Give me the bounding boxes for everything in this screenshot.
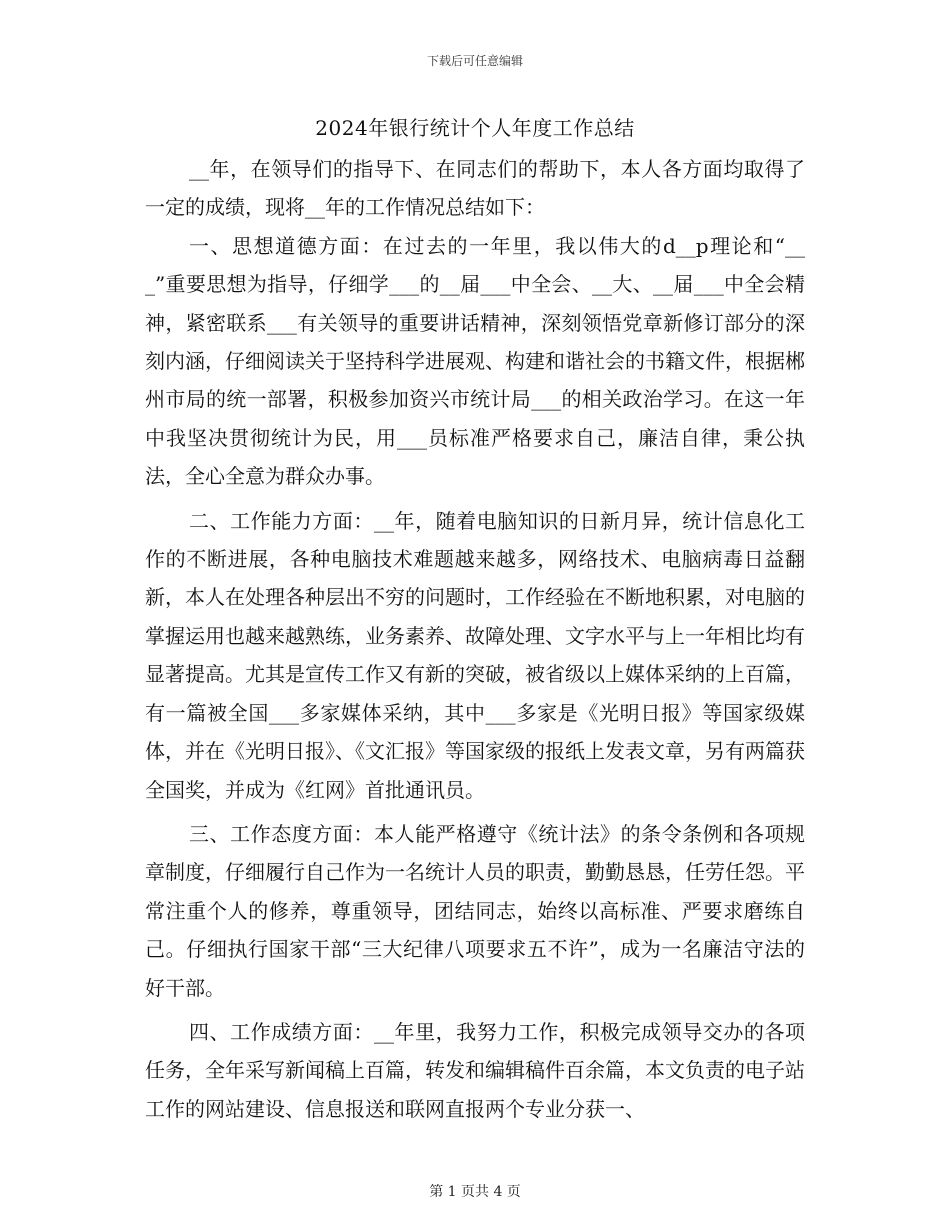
paragraph-intro: __年，在领导们的指导下、在同志们的帮助下，本人各方面均取得了一定的成绩，现将__年的工作情况总结如下：: [145, 157, 805, 220]
document-title: 2024年银行统计个人年度工作总结: [315, 116, 635, 140]
page-header-note: 下载后可任意编辑: [426, 54, 523, 68]
paragraph-achievements: 四、工作成绩方面：__年里，我努力工作，积极完成领导交办的各项任务，全年采写新闻稿上百篇，转发和编辑稿件百余篇，本文负责的电子站工作的网站建设、信息报送和联网直报两个专业分获一、: [145, 1019, 805, 1121]
paragraph-ability: 二、工作能力方面：__年，随着电脑知识的日新月异，统计信息化工作的不断进展，各种电脑技术难题越来越多，网络技术、电脑病毒日益翻新，本人在处理各种层出不穷的问题时，工作经验在不断地积累，对电脑的掌握运用也越来越熟练，业务素养、故障处理、文字水平与上一年相比均有显著提高。尤其是宣传工作又有新的突破，被省级以上媒体采纳的上百篇，有一篇被全国___多家媒体采纳，其中___多家是《光明日报》等国家级媒体，并在《光明日报》、《文汇报》等国家级的报纸上发表文章，另有两篇获全国奖，并成为《红网》首批通讯员。: [145, 508, 805, 802]
paragraph-attitude: 三、工作态度方面：本人能严格遵守《统计法》的条令条例和各项规章制度，仔细履行自己作为一名统计人员的职责，勤勤恳恳，任劳任怨。平常注重个人的修养，尊重领导，团结同志，始终以高标准、严要求磨练自己。仔细执行国家干部“三大纪律八项要求五不许”，成为一名廉洁守法的好干部。: [145, 821, 805, 1000]
paragraph-ideology: 一、思想道德方面：在过去的一年里，我以伟大的d__p理论和“___”重要思想为指导，仔细学___的__届___中全会、__大、__届___中全会精神，紧密联系___有关领导的重要讲话精神，深刻领悟党章新修订部分的深刻内涵，仔细阅读关于坚持科学进展观、构建和谐社会的书籍文件，根据郴州市局的统一部署，积极参加资兴市统计局___的相关政治学习。在这一年中我坚决贯彻统计为民，用___员标准严格要求自己，廉洁自律，秉公执法，全心全意为群众办事。: [145, 233, 805, 489]
document-body: [145, 150, 805, 1128]
page-number: 第 1 页共 4 页: [429, 1184, 521, 1200]
